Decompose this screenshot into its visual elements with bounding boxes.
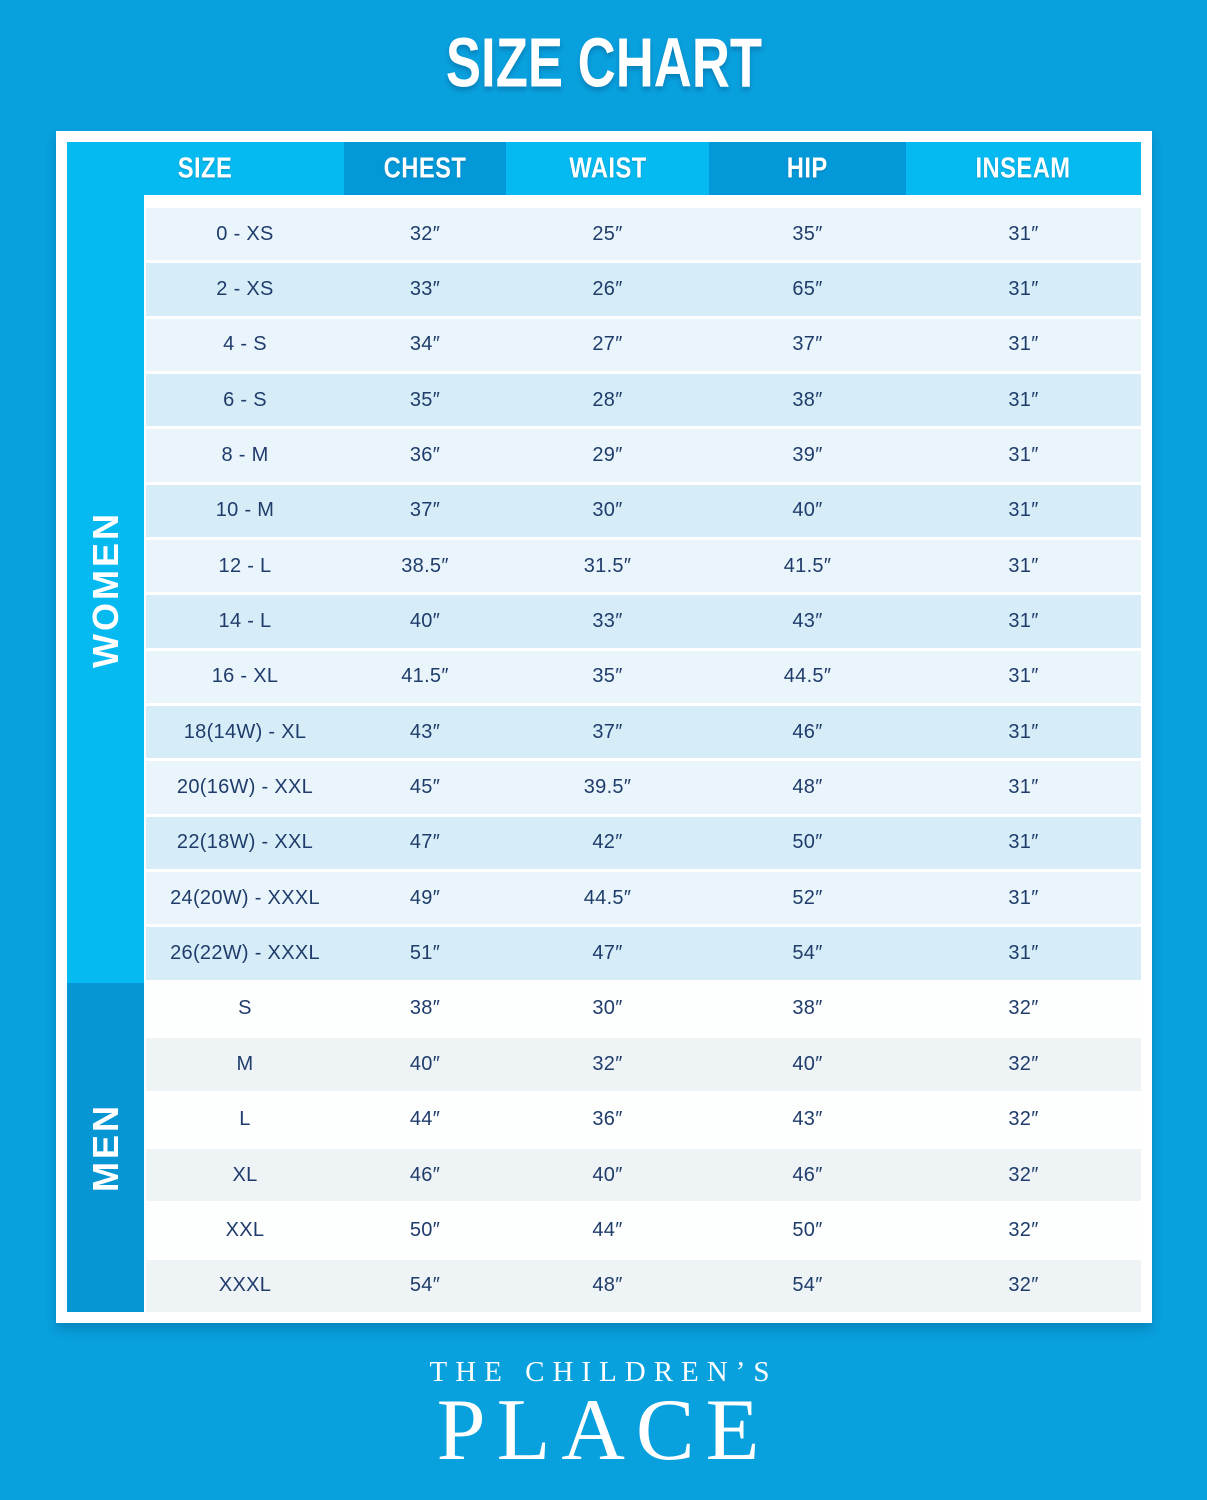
chest-cell: 40″ — [409, 610, 441, 633]
header-cell-hip: HIP — [709, 142, 906, 195]
chest-cell: 43″ — [409, 720, 441, 743]
inseam-cell: 31″ — [1008, 499, 1039, 522]
table-row — [146, 263, 1141, 315]
header-cell-inseam: INSEAM — [906, 142, 1141, 195]
waist-cell: 44.5″ — [583, 886, 632, 909]
chest-cell: 44″ — [409, 1108, 441, 1131]
brand-name-place: PLACE — [436, 1382, 771, 1479]
table-row — [146, 651, 1141, 703]
chest-cell: 41.5″ — [401, 665, 449, 688]
women-section-band — [67, 195, 144, 983]
header-cell-size: SIZE — [67, 142, 344, 195]
table-row — [146, 540, 1141, 592]
hip-cell: 65″ — [792, 278, 823, 301]
waist-cell: 27″ — [592, 333, 623, 356]
size-cell: 6 - S — [223, 388, 267, 411]
waist-cell: 30″ — [592, 499, 623, 522]
header-cell-waist: WAIST — [506, 142, 709, 195]
size-cell: XXL — [225, 1218, 265, 1241]
inseam-cell: 31″ — [1008, 776, 1039, 799]
waist-cell: 35″ — [592, 665, 623, 688]
hip-cell: 41.5″ — [783, 554, 832, 577]
size-cell: XL — [232, 1163, 258, 1186]
inseam-cell: 31″ — [1008, 222, 1039, 245]
table-row — [146, 319, 1141, 371]
table-row — [146, 1038, 1141, 1090]
group-sidebar — [67, 195, 144, 1312]
table-row — [146, 927, 1141, 979]
waist-cell: 31.5″ — [583, 554, 632, 577]
inseam-cell: 31″ — [1008, 610, 1039, 633]
hip-cell: 46″ — [792, 720, 823, 743]
size-cell: XXXL — [218, 1274, 272, 1297]
table-row — [146, 374, 1141, 426]
table-row — [146, 1260, 1141, 1312]
size-cell: 16 - XL — [211, 665, 279, 688]
hip-cell: 40″ — [792, 499, 823, 522]
chest-cell: 47″ — [409, 831, 441, 854]
chest-cell: 50″ — [409, 1218, 441, 1241]
hip-cell: 35″ — [792, 222, 823, 245]
hip-cell: 44.5″ — [783, 665, 832, 688]
brand-logo — [0, 1356, 1207, 1479]
table-row — [146, 872, 1141, 924]
men-section-band — [67, 983, 144, 1312]
hip-cell: 37″ — [792, 333, 823, 356]
men-section-label: MEN — [84, 1103, 126, 1192]
chest-cell: 45″ — [409, 776, 441, 799]
inseam-cell: 32″ — [1008, 1052, 1039, 1075]
size-cell: 26(22W) - XXXL — [170, 942, 320, 965]
table-row — [146, 1094, 1141, 1146]
waist-cell: 37″ — [592, 720, 623, 743]
table-row — [146, 429, 1141, 481]
waist-cell: 32″ — [592, 1052, 623, 1075]
hip-cell: 50″ — [792, 831, 823, 854]
chest-cell: 32″ — [409, 222, 441, 245]
chest-cell: 38″ — [409, 997, 441, 1020]
size-cell: 4 - S — [223, 333, 267, 356]
table-row — [146, 983, 1141, 1035]
hip-cell: 48″ — [792, 776, 823, 799]
inseam-cell: 32″ — [1008, 1163, 1039, 1186]
waist-cell: 33″ — [592, 610, 623, 633]
waist-cell: 48″ — [592, 1274, 623, 1297]
size-cell: 0 - XS — [216, 222, 274, 245]
waist-cell: 44″ — [592, 1218, 623, 1241]
table-row — [146, 706, 1141, 758]
waist-cell: 47″ — [592, 942, 623, 965]
inseam-cell: 31″ — [1008, 886, 1039, 909]
chest-cell: 54″ — [409, 1274, 441, 1297]
size-cell: 22(18W) - XXL — [176, 831, 314, 854]
chest-cell: 33″ — [409, 278, 441, 301]
waist-cell: 42″ — [592, 831, 623, 854]
inseam-cell: 31″ — [1008, 333, 1039, 356]
size-cell: 12 - L — [218, 554, 272, 577]
size-cell: L — [239, 1108, 251, 1131]
chest-cell: 35″ — [409, 388, 441, 411]
inseam-cell: 31″ — [1008, 444, 1039, 467]
hip-cell: 52″ — [792, 886, 823, 909]
chest-cell: 36″ — [409, 444, 441, 467]
size-cell: 10 - M — [215, 499, 275, 522]
table-row — [146, 817, 1141, 869]
waist-cell: 25″ — [592, 222, 623, 245]
waist-cell: 28″ — [592, 388, 623, 411]
inseam-cell: 31″ — [1008, 665, 1039, 688]
chest-cell: 51″ — [409, 942, 441, 965]
waist-cell: 29″ — [592, 444, 623, 467]
inseam-cell: 31″ — [1008, 720, 1039, 743]
chest-cell: 46″ — [409, 1163, 441, 1186]
hip-cell: 38″ — [792, 997, 823, 1020]
women-section-label: WOMEN — [84, 510, 126, 668]
rows-top-spacer — [146, 195, 1141, 205]
table-row — [146, 1149, 1141, 1201]
hip-cell: 46″ — [792, 1163, 823, 1186]
table-row — [146, 1204, 1141, 1256]
inseam-cell: 32″ — [1008, 1108, 1039, 1131]
waist-cell: 26″ — [592, 278, 623, 301]
table-header-row — [67, 142, 1141, 195]
chest-cell: 37″ — [409, 499, 441, 522]
waist-cell: 36″ — [592, 1108, 623, 1131]
waist-cell: 30″ — [592, 997, 623, 1020]
size-cell: 18(14W) - XL — [183, 720, 307, 743]
chest-cell: 38.5″ — [401, 554, 449, 577]
inseam-cell: 31″ — [1008, 278, 1039, 301]
inseam-cell: 32″ — [1008, 1218, 1039, 1241]
size-cell: 8 - M — [221, 444, 269, 467]
waist-cell: 39.5″ — [583, 776, 632, 799]
chest-cell: 49″ — [409, 886, 441, 909]
page-header — [0, 24, 1207, 103]
table-row — [146, 595, 1141, 647]
hip-cell: 54″ — [792, 1274, 823, 1297]
chest-cell: 40″ — [409, 1052, 441, 1075]
inseam-cell: 31″ — [1008, 942, 1039, 965]
hip-cell: 38″ — [792, 388, 823, 411]
table-row — [146, 485, 1141, 537]
chest-cell: 34″ — [409, 333, 441, 356]
table-rows — [144, 195, 1141, 1312]
size-cell: 24(20W) - XXXL — [170, 886, 320, 909]
size-cell: S — [238, 997, 252, 1020]
inseam-cell: 31″ — [1008, 388, 1039, 411]
hip-cell: 39″ — [792, 444, 823, 467]
page-title: SIZE CHART — [445, 25, 762, 103]
size-cell: M — [236, 1052, 254, 1075]
waist-cell: 40″ — [592, 1163, 623, 1186]
table-body — [67, 195, 1141, 1312]
inseam-cell: 31″ — [1008, 554, 1039, 577]
table-row — [146, 761, 1141, 813]
size-chart-table — [56, 131, 1152, 1323]
hip-cell: 43″ — [792, 610, 823, 633]
hip-cell: 54″ — [792, 942, 823, 965]
size-cell: 2 - XS — [216, 278, 274, 301]
size-cell: 20(16W) - XXL — [176, 776, 314, 799]
table-row — [146, 208, 1141, 260]
inseam-cell: 32″ — [1008, 997, 1039, 1020]
hip-cell: 40″ — [792, 1052, 823, 1075]
header-cell-chest: CHEST — [344, 142, 506, 195]
hip-cell: 43″ — [792, 1108, 823, 1131]
inseam-cell: 31″ — [1008, 831, 1039, 854]
size-cell: 14 - L — [218, 610, 272, 633]
hip-cell: 50″ — [792, 1218, 823, 1241]
inseam-cell: 32″ — [1008, 1274, 1039, 1297]
brand-name-top: THE CHILDREN’S — [429, 1356, 778, 1388]
